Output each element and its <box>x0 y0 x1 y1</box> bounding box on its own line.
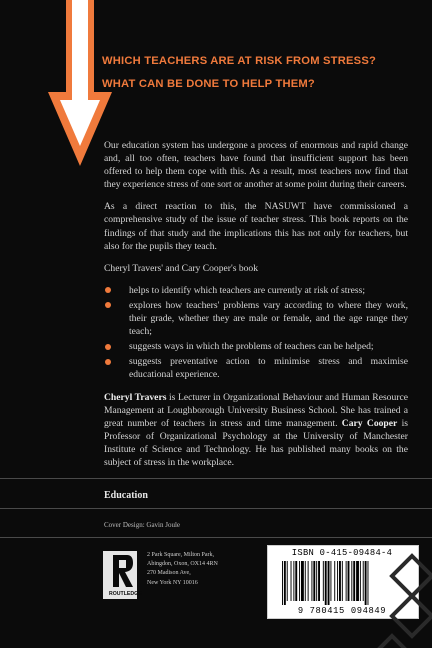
barcode-bar <box>305 561 306 601</box>
headline-line-1: WHICH TEACHERS ARE AT RISK FROM STRESS? <box>102 55 377 67</box>
barcode-bar <box>356 561 359 601</box>
address-line: 270 Madison Ave, <box>147 570 191 577</box>
barcode-bar <box>287 561 288 601</box>
barcode-bar <box>360 561 361 601</box>
diamond-pattern <box>372 548 432 648</box>
divider <box>0 508 432 509</box>
barcode-bar <box>318 561 320 601</box>
address-line: 2 Park Square, Milton Park, <box>147 552 214 558</box>
barcode-bar <box>368 561 369 605</box>
publisher-address <box>147 551 218 588</box>
bullet-dot-icon <box>105 302 111 308</box>
cover-design-credit: Cover Design: Gavin Joule <box>104 521 181 529</box>
barcode-bar <box>328 561 330 605</box>
barcode-bar <box>325 561 327 605</box>
barcode-bar <box>291 561 292 601</box>
barcode-bar <box>342 561 343 601</box>
barcode-bar <box>311 561 312 601</box>
routledge-logo <box>103 551 142 599</box>
bullet-dot-icon <box>105 287 111 293</box>
barcode-bar <box>330 561 331 601</box>
barcode-bar <box>313 561 315 601</box>
barcode-bar <box>282 561 283 605</box>
barcode-bar <box>351 561 352 601</box>
divider <box>0 537 432 538</box>
barcode-bar <box>323 561 324 601</box>
barcode-bar <box>316 561 317 601</box>
bullet-item: explores how teachers' problems vary according to where they work, their grade, whether they are male or female, and the age range they teach; <box>104 299 408 338</box>
barcode-bar <box>293 561 294 601</box>
barcode-bar <box>334 561 335 601</box>
headline <box>102 50 402 96</box>
barcode-bar <box>348 561 350 601</box>
bullet-item: suggests ways in which the problems of teachers can be helped; <box>104 340 408 353</box>
address-line: New York NY 10016 <box>147 579 198 586</box>
paragraph-book-lead: Cheryl Travers' and Cary Cooper's book <box>104 262 259 274</box>
author-name-1: Cheryl Travers <box>104 391 167 403</box>
paragraph-study: As a direct reaction to this, the NASUWT have commissioned a comprehensive study of the issue of teacher stress. This book reports on the findings of that study and the implications this has not only for teachers, but also for the pupils they teach. <box>104 201 408 252</box>
barcode-bar <box>308 561 309 601</box>
paragraph-intro: Our education system has undergone a process of enormous and rapid change and, all too often, teachers have found that insufficient support has been offered to help them cope with this. As a result, most teachers now find that they experience stress of one sort or another at some point during their careers. <box>104 140 408 191</box>
address-line: Abingdon, Oxon, OX14 4RN <box>147 561 218 568</box>
author-bio: Cheryl Travers is Lecturer in Organizational Behaviour and Human Resource Management at Loughborough University Business School. She has trained a great number of teachers in stress and time management. Cary Cooper is Professor of Organizational Psychology at the University of Manchester Institute of Science and Technology. He has published many books on the subject of stress in the workplace. <box>104 391 408 468</box>
bullet-dot-icon <box>105 359 111 365</box>
barcode-bar <box>365 561 367 605</box>
author-name-2: Cary Cooper <box>341 417 398 429</box>
barcode-bar <box>299 561 300 601</box>
blurb <box>104 139 408 478</box>
barcode-bar <box>295 561 297 601</box>
isbn-digits: 9 780415 094849 <box>297 606 387 616</box>
bullet-list <box>104 284 408 382</box>
barcode-bar <box>337 561 338 601</box>
divider <box>0 478 432 479</box>
isbn-label: ISBN 0-415-09484-4 <box>291 548 393 558</box>
category-label: Education <box>104 490 148 501</box>
headline-line-2: WHAT CAN BE DONE TO HELP THEM? <box>102 78 315 90</box>
barcode-bar <box>339 561 341 601</box>
barcode-bar <box>346 561 347 601</box>
barcode-bar <box>363 561 364 601</box>
bullet-dot-icon <box>105 344 111 350</box>
publisher-name: ROUTLEDGE <box>109 591 142 597</box>
bullet-item: suggests preventative action to minimise stress and maximise educational experience. <box>104 355 408 381</box>
bullet-item: helps to identify which teachers are currently at risk of stress; <box>104 284 408 297</box>
barcode-bar <box>353 561 355 601</box>
barcode-bar <box>301 561 304 601</box>
barcode-bar <box>284 561 286 605</box>
